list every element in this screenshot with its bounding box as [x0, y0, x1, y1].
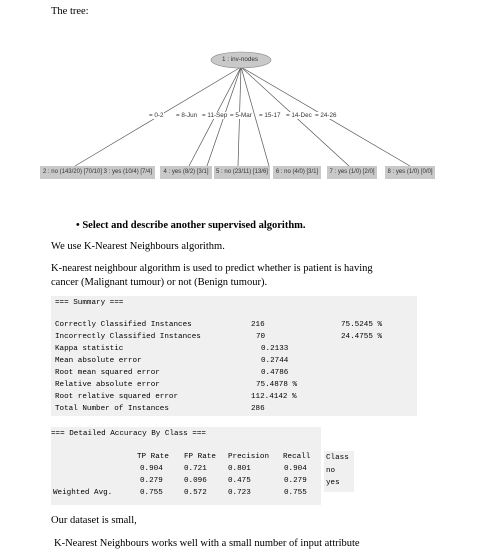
column-header: FP Rate	[184, 453, 216, 461]
class-header: Class	[326, 454, 349, 462]
summary-percent: 24.4755 %	[341, 333, 383, 341]
paragraph: We use K-Nearest Neighbours algorithm.	[51, 241, 225, 252]
summary-header: === Summary ===	[55, 299, 124, 307]
summary-label: Correctly Classified Instances	[55, 321, 192, 329]
table-cell: 0.279	[140, 477, 163, 485]
table-cell: 0.801	[228, 465, 251, 473]
summary-value: 112.4142 %	[251, 393, 297, 401]
summary-value: 0.4786	[261, 369, 289, 377]
tree-leaf	[40, 166, 155, 179]
summary-percent: 75.5245 %	[341, 321, 383, 329]
summary-label: Root relative squared error	[55, 393, 179, 401]
summary-label: Total Number of Instances	[55, 405, 169, 413]
branch-label: = 0-2	[149, 112, 164, 119]
branch-label: = 24-26	[315, 112, 337, 119]
summary-label: Root mean squared error	[55, 369, 160, 377]
summary-block	[51, 296, 417, 416]
leaf-label: 2 : no (143/20) [70/10]	[42, 169, 102, 175]
class-label: no	[326, 467, 336, 475]
class-column	[324, 451, 354, 492]
table-cell: 0.096	[184, 477, 207, 485]
table-cell: 0.279	[284, 477, 307, 485]
column-header: Precision	[228, 453, 270, 461]
tree-heading: The tree:	[51, 6, 89, 17]
row-label: Weighted Avg.	[53, 489, 113, 497]
branch-label: = 5-Mar	[230, 112, 252, 119]
table-cell: 0.572	[184, 489, 207, 497]
summary-value: 70	[256, 333, 266, 341]
paragraph: Our dataset is small,	[51, 515, 137, 526]
tree-leaf: 4 : yes (8/2) [3/1]	[160, 166, 212, 179]
accuracy-header: === Detailed Accuracy By Class ===	[51, 430, 206, 438]
tree-leaf: 7 : yes (1/0) [2/0]	[327, 166, 377, 179]
table-cell: 0.904	[284, 465, 307, 473]
summary-label: Relative absolute error	[55, 381, 160, 389]
table-cell: 0.723	[228, 489, 251, 497]
branch-label: = 11-Sep	[202, 112, 228, 119]
table-cell: 0.904	[140, 465, 163, 473]
table-cell: 0.755	[284, 489, 307, 497]
summary-value: 75.4878 %	[256, 381, 298, 389]
tree-root-node: 1 : inv-nodes	[222, 56, 259, 63]
branch-label: = 8-Jun	[176, 112, 198, 119]
column-header: Recall	[283, 453, 311, 461]
class-label: yes	[326, 479, 340, 487]
table-cell: 0.721	[184, 465, 207, 473]
summary-label: Incorrectly Classified Instances	[55, 333, 201, 341]
decision-tree-diagram	[0, 0, 487, 190]
summary-label: Mean absolute error	[55, 357, 142, 365]
accuracy-block	[51, 427, 321, 505]
summary-value: 216	[251, 321, 265, 329]
bullet-item: • Select and describe another supervised algorithm.	[76, 220, 306, 231]
paragraph: K-nearest neighbour algorithm is used to predict whether is patient is having	[51, 263, 373, 274]
tree-leaf: 8 : yes (1/0) [0/0]	[385, 166, 435, 179]
leaf-label: 3 : yes (10/4) [7/4]	[103, 169, 153, 175]
paragraph: K-Nearest Neighbours works well with a small number of input attribute	[54, 538, 360, 549]
branch-label: = 15-17	[259, 112, 281, 119]
bullet-icon: •	[76, 220, 83, 231]
column-header: TP Rate	[137, 453, 169, 461]
tree-leaf: 6 : no (4/0) [3/1]	[273, 166, 321, 179]
tree-leaf: 5 : no (23/11) [13/6]	[214, 166, 270, 179]
summary-value: 0.2744	[261, 357, 289, 365]
summary-label: Kappa statistic	[55, 345, 124, 353]
summary-value: 286	[251, 405, 265, 413]
table-cell: 0.755	[140, 489, 163, 497]
summary-value: 0.2133	[261, 345, 289, 353]
branch-label: = 14-Dec	[286, 112, 312, 119]
table-cell: 0.475	[228, 477, 251, 485]
paragraph: cancer (Malignant tumour) or not (Benign tumour).	[51, 277, 268, 288]
